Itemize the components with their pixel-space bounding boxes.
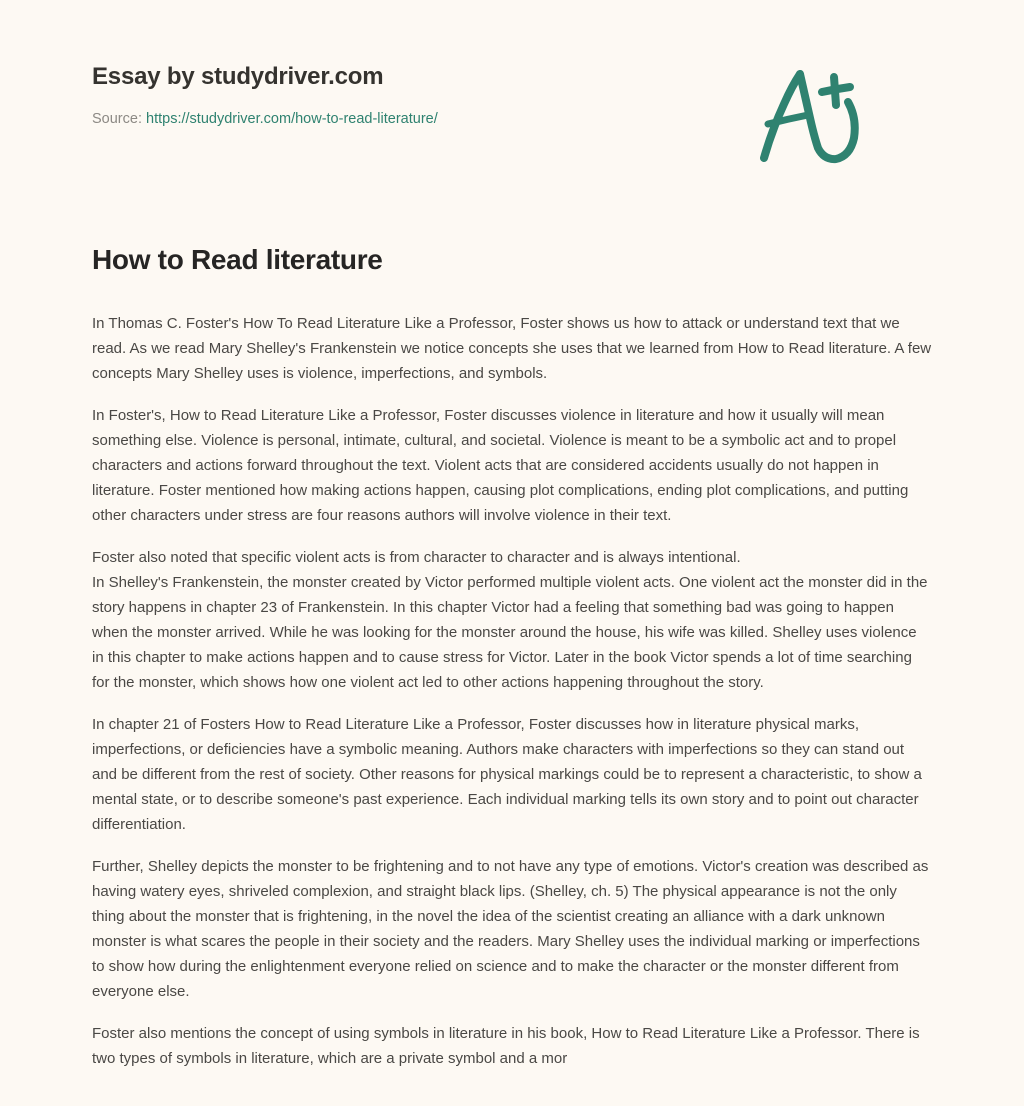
source-line: [92, 110, 438, 129]
article-body: [92, 311, 932, 1071]
brand-title: Essay by studydriver.com: [92, 63, 384, 90]
article-paragraph: In Foster's, How to Read Literature Like a Professor, Foster discusses violence in literature and how it usually will mean something else. Violence is personal, intimate, cultural, and societal. Violence is meant to be a symbolic act and to propel characters and actions forward throughout the text. Violent acts that are considered accidents usually do not happen in literature. Foster mentioned how making actions happen, causing plot complications, ending plot complications, and putting other characters under stress are four reasons authors will involve violence in their text.: [92, 407, 909, 524]
a-plus-logo-icon: [750, 58, 870, 168]
article-paragraph: Further, Shelley depicts the monster to be frightening and to not have any type of emotions. Victor's creation was described as having watery eyes, shriveled complexion, and straight black lips. (Shelley, ch. 5) The physical appearance is not the only thing about the monster that is frightening, in the novel the idea of the scientist creating an alliance with a dark unknown monster is what scares the people in their society and the readers. Mary Shelley uses the individual marking or imperfections to show how during the enlightenment everyone relied on science and to make the character or the monster different from everyone else.: [92, 858, 929, 1000]
document-header: [92, 0, 932, 200]
brand-block: [92, 63, 438, 129]
article-paragraph: In Thomas C. Foster's How To Read Literature Like a Professor, Foster shows us how to attack or understand text that we read. As we read Mary Shelley's Frankenstein we notice concepts she uses that we learned from How to Read literature. A few concepts Mary Shelley uses is violence, imperfections, and symbols.: [92, 315, 932, 382]
source-label: Source:: [92, 110, 142, 127]
article-paragraph: Foster also mentions the concept of using symbols in literature in his book, How to Read Literature Like a Professor. There is two types of symbols in literature, which are a private symbol and a mor: [92, 1025, 920, 1067]
article-paragraph: Foster also noted that specific violent acts is from character to character and is always intentional. In Shelley's Frankenstein, the monster created by Victor performed multiple violent acts. One violent act the monster did in the story happens in chapter 23 of Frankenstein. In this chapter Victor had a feeling that something bad was going to happen when the monster arrived. While he was looking for the monster around the house, his wife was killed. Shelley uses violence in this chapter to make actions happen and to cause stress for Victor. Later in the book Victor spends a lot of time searching for the monster, which shows how one violent act led to other actions happening throughout the story.: [92, 549, 928, 691]
a-plus-logo: [750, 58, 870, 168]
page-title: How to Read literature: [92, 244, 383, 275]
source-url-link[interactable]: https://studydriver.com/how-to-read-literature/: [146, 110, 438, 127]
article-paragraph: In chapter 21 of Fosters How to Read Literature Like a Professor, Foster discusses how in literature physical marks, imperfections, or deficiencies have a symbolic meaning. Authors make characters with imperfections so they can stand out and be different from the rest of society. Other reasons for physical markings could be to represent a characteristic, to show a mental state, or to describe someone's past experience. Each individual marking tells its own story and to point out character differentiation.: [92, 716, 922, 833]
